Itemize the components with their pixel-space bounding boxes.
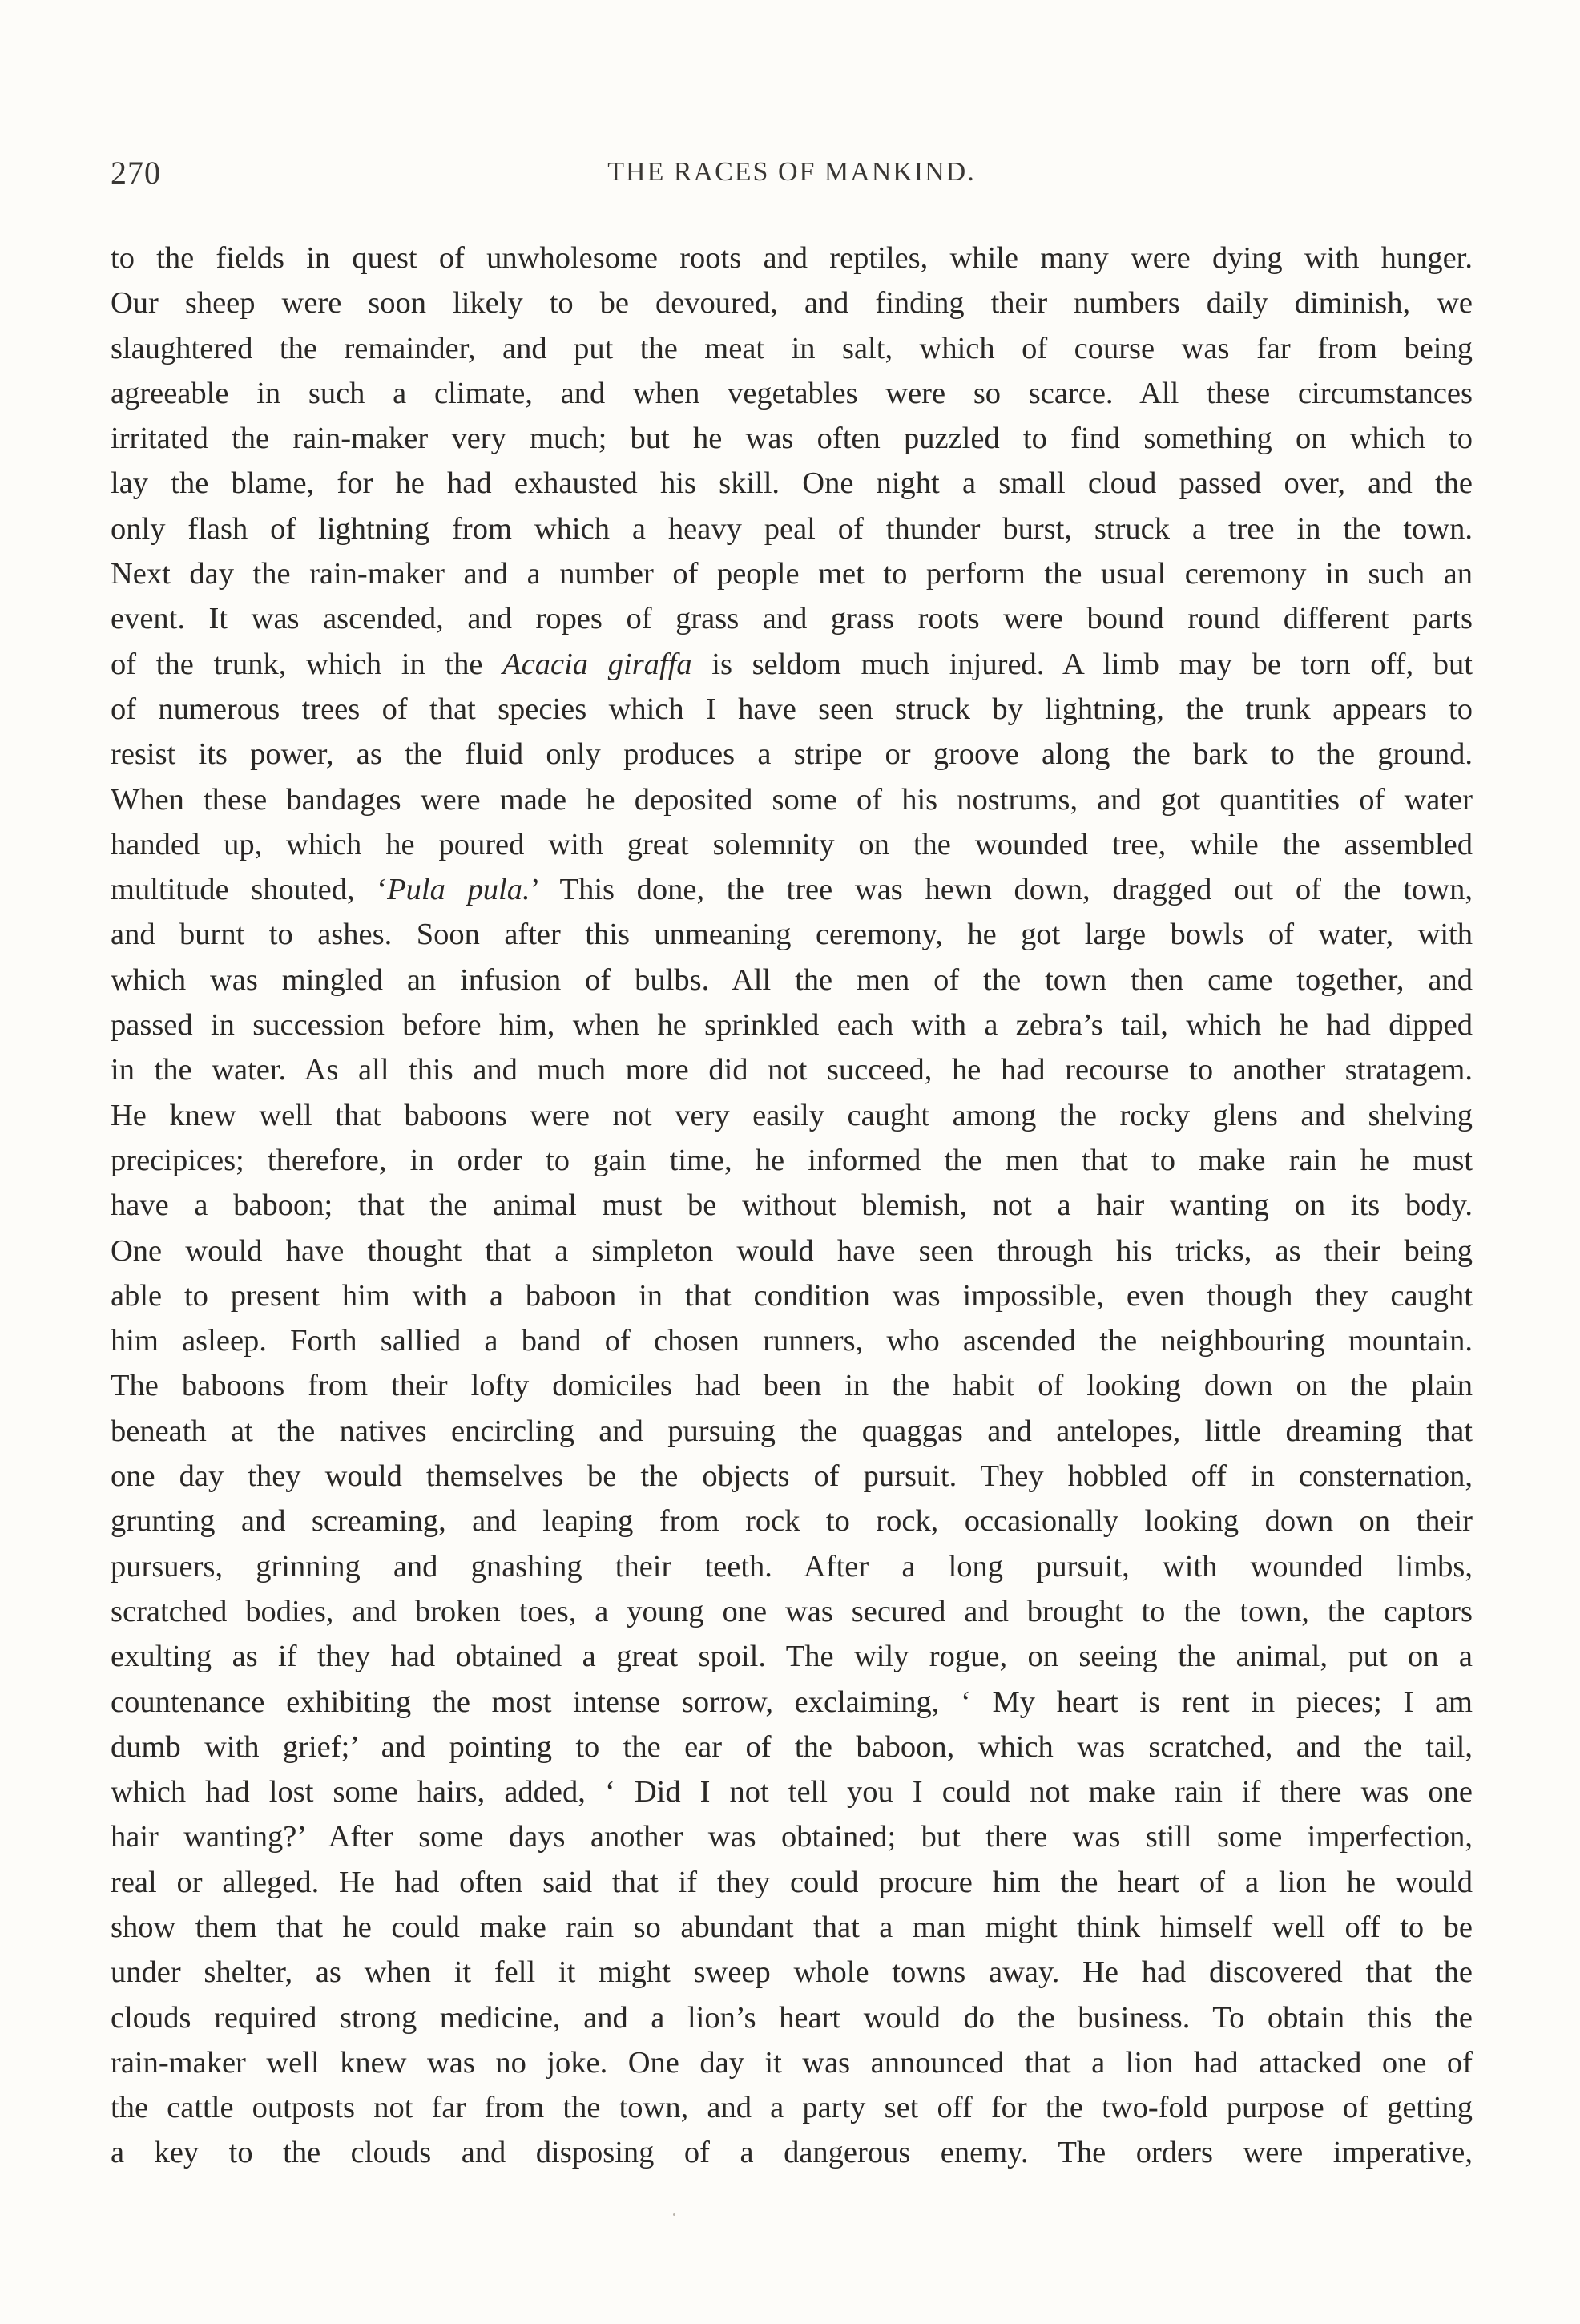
text-line-with-italic (111, 867, 1473, 912)
body-text (111, 236, 1473, 2176)
text-segment: multitude shouted, ‘ (111, 873, 388, 907)
paper-speck (673, 2213, 675, 2216)
text-line: slaughtered the remainder, and put the meat in salt, which of course was far from being (111, 331, 1473, 365)
text-line: One would have thought that a simpleton would have seen through his tricks, as their being (111, 1233, 1473, 1268)
text-line: him asleep. Forth sallied a band of chosen runners, who ascended the neighbouring mountain. (111, 1324, 1473, 1358)
text-line: clouds required strong medicine, and a lion’s heart would do the business. To obtain this the (111, 2000, 1473, 2035)
text-line: beneath at the natives encircling and pursuing the quaggas and antelopes, little dreaming that (111, 1414, 1473, 1448)
text-line: precipices; therefore, in order to gain time, he informed the men that to make rain he must (111, 1143, 1473, 1177)
text-line: only flash of lightning from which a heavy peal of thunder burst, struck a tree in the town. (111, 511, 1473, 546)
text-line: rain-maker well knew was no joke. One day it was announced that a lion had attacked one of (111, 2045, 1473, 2080)
text-line: one day they would themselves be the objects of pursuit. They hobbled off in consternation, (111, 1459, 1473, 1494)
italic-species-name: Acacia giraffa (502, 647, 692, 681)
text-line: agreeable in such a climate, and when vegetables were so scarce. All these circumstances (111, 376, 1473, 410)
text-line: hair wanting?’ After some days another was obtained; but there was still some imperfection, (111, 1820, 1473, 1854)
text-line: lay the blame, for he had exhausted his skill. One night a small cloud passed over, and the (111, 466, 1473, 501)
text-line: under shelter, as when it fell it might sweep whole towns away. He had discovered that the (111, 1955, 1473, 1990)
text-line: of numerous trees of that species which I have seen struck by lightning, the trunk appears to (111, 692, 1473, 726)
text-line: handed up, which he poured with great solemnity on the wounded tree, while the assembled (111, 827, 1473, 861)
text-line: passed in succession before him, when he sprinkled each with a zebra’s tail, which he had dipped (111, 1008, 1473, 1043)
italic-quotation: Pula pula. (387, 873, 530, 907)
page-header (111, 154, 1473, 202)
text-line: the cattle outposts not far from the town, and a party set off for the two-fold purpose of getting (111, 2091, 1473, 2125)
text-line: able to present him with a baboon in that condition was impossible, even though they caught (111, 1278, 1473, 1313)
text-line: When these bandages were made he deposited some of his nostrums, and got quantities of water (111, 782, 1473, 817)
text-segment: ’ This done, the tree was hewn down, dragged out of the town, (530, 873, 1473, 907)
text-line: event. It was ascended, and ropes of grass and grass roots were bound round different parts (111, 602, 1473, 636)
text-line: exulting as if they had obtained a great spoil. The wily rogue, on seeing the animal, put on a (111, 1640, 1473, 1674)
text-line: irritated the rain-maker very much; but he was often puzzled to find something on which to (111, 422, 1473, 456)
text-line: a key to the clouds and disposing of a dangerous enemy. The orders were imperative, (111, 2136, 1473, 2170)
text-line: which had lost some hairs, added, ‘ Did I not tell you I could not make rain if there was one (111, 1775, 1473, 1810)
text-segment: is seldom much injured. A limb may be torn off, but (691, 647, 1473, 681)
text-line: dumb with grief;’ and pointing to the ear of the baboon, which was scratched, and the tail, (111, 1729, 1473, 1764)
text-line: scratched bodies, and broken toes, a young one was secured and brought to the town, the captors (111, 1594, 1473, 1628)
running-head: THE RACES OF MANKIND. (607, 157, 976, 187)
text-line-with-italic (111, 642, 1473, 687)
text-line: to the fields in quest of unwholesome roots and reptiles, while many were dying with hunger. (111, 241, 1473, 275)
text-line: The baboons from their lofty domiciles had been in the habit of looking down on the plain (111, 1369, 1473, 1403)
text-line: countenance exhibiting the most intense sorrow, exclaiming, ‘ My heart is rent in pieces; I am (111, 1684, 1473, 1719)
text-line: have a baboon; that the animal must be without blemish, not a hair wanting on its body. (111, 1188, 1473, 1223)
text-line: show them that he could make rain so abundant that a man might think himself well off to be (111, 1910, 1473, 1944)
text-line: resist its power, as the fluid only produces a stripe or groove along the bark to the ground. (111, 737, 1473, 772)
text-line: which was mingled an infusion of bulbs. All the men of the town then came together, and (111, 962, 1473, 997)
text-line: in the water. As all this and much more did not succeed, he had recourse to another stratagem. (111, 1053, 1473, 1087)
text-line: He knew well that baboons were not very easily caught among the rocky glens and shelving (111, 1098, 1473, 1132)
text-line: grunting and screaming, and leaping from rock to rock, occasionally looking down on their (111, 1504, 1473, 1539)
text-line: and burnt to ashes. Soon after this unmeaning ceremony, he got large bowls of water, with (111, 918, 1473, 952)
text-line: Next day the rain-maker and a number of people met to perform the usual ceremony in such an (111, 557, 1473, 591)
page-number: 270 (111, 155, 161, 191)
text-line: pursuers, grinning and gnashing their teeth. After a long pursuit, with wounded limbs, (111, 1549, 1473, 1584)
text-segment: of the trunk, which in the (111, 647, 503, 681)
text-line: real or alleged. He had often said that if they could procure him the heart of a lion he would (111, 1865, 1473, 1899)
text-line: Our sheep were soon likely to be devoured, and finding their numbers daily diminish, we (111, 286, 1473, 321)
